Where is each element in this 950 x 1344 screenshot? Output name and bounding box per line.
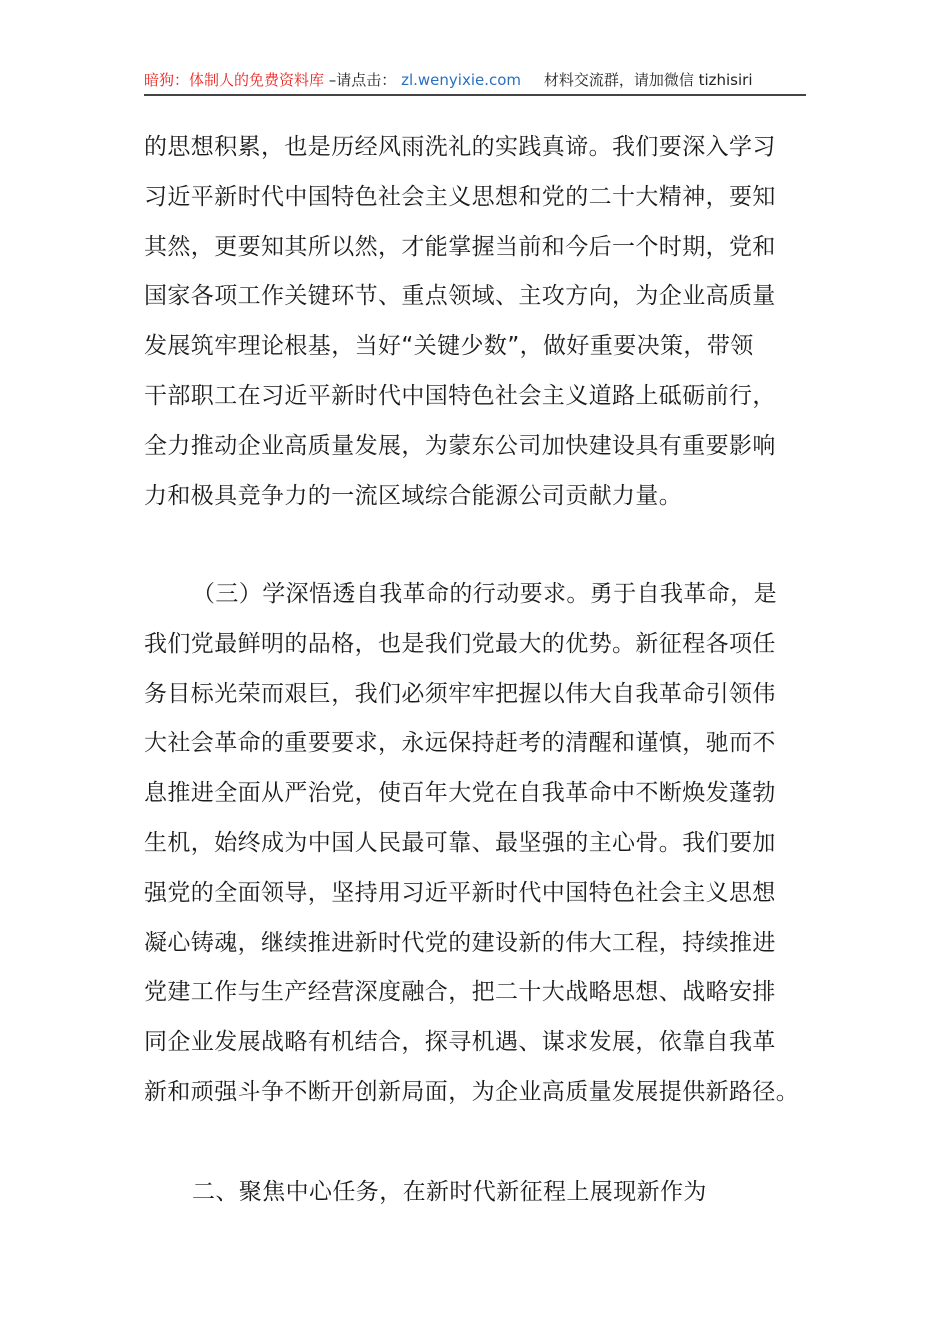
paragraph-line: 新和顽强斗争不断开创新局面，为企业高质量发展提供新路径。 <box>144 1079 800 1105</box>
paragraph-line: 党建工作与生产经营深度融合，把二十大战略思想、战略安排 <box>144 979 776 1006</box>
paragraph-line: 我们党最鲜明的品格，也是我们党最大的优势。新征程各项任 <box>144 630 776 657</box>
paragraph-line: 其然，更要知其所以然，才能掌握当前和今后一个时期，党和 <box>144 233 776 260</box>
paragraph-line: 大社会革命的重要要求，永远保持赶考的清醒和谨慎，驰而不 <box>144 730 776 757</box>
paragraph-line: 发展筑牢理论根基，当好“关键少数”，做好重要决策，带领 <box>144 333 754 360</box>
paragraph-line: 务目标光荣而艰巨，我们必须牢牢把握以伟大自我革命引领伟 <box>144 680 776 707</box>
paragraph-line: 全力推动企业高质量发展，为蒙东公司加快建设具有重要影响 <box>144 432 776 459</box>
paragraph-line: 息推进全面从严治党，使百年大党在自我革命中不断焕发蓬勃 <box>144 780 776 807</box>
paragraph-line: 干部职工在习近平新时代中国特色社会主义道路上砥砺前行， <box>144 383 776 409</box>
click-prompt: –请点击： <box>328 71 397 89</box>
paragraph-line: 习近平新时代中国特色社会主义思想和党的二十大精神，要知 <box>144 183 776 210</box>
page-header <box>144 68 806 96</box>
paragraph-line: 凝心铸魂，继续推进新时代党的建设新的伟大工程，持续推进 <box>144 929 776 956</box>
paragraph-line: 同企业发展战略有机结合，探寻机遇、谋求发展，依靠自我革 <box>144 1029 776 1056</box>
paragraph-line: 国家各项工作关键环节、重点领域、主攻方向，为企业高质量 <box>144 283 776 310</box>
paragraph-line: （三）学深悟透自我革命的行动要求。勇于自我革命，是 <box>192 581 777 607</box>
paragraph-line: 力和极具竞争力的一流区域综合能源公司贡献力量。 <box>144 482 683 509</box>
paragraph-line: 的思想积累，也是历经风雨洗礼的实践真谛。我们要深入学习 <box>144 134 776 160</box>
site-link[interactable]: zl.wenyixie.com <box>401 71 522 89</box>
wechat-note: 材料交流群，请加微信 tizhisiri <box>543 71 753 89</box>
paragraph-line: 强党的全面领导，坚持用习近平新时代中国特色社会主义思想 <box>144 879 776 906</box>
site-name: 暗狗：体制人的免费资料库 <box>144 71 325 89</box>
paragraph-line: 生机，始终成为中国人民最可靠、最坚强的主心骨。我们要加 <box>144 830 776 856</box>
section-heading: 二、聚焦中心任务，在新时代新征程上展现新作为 <box>192 1179 707 1205</box>
